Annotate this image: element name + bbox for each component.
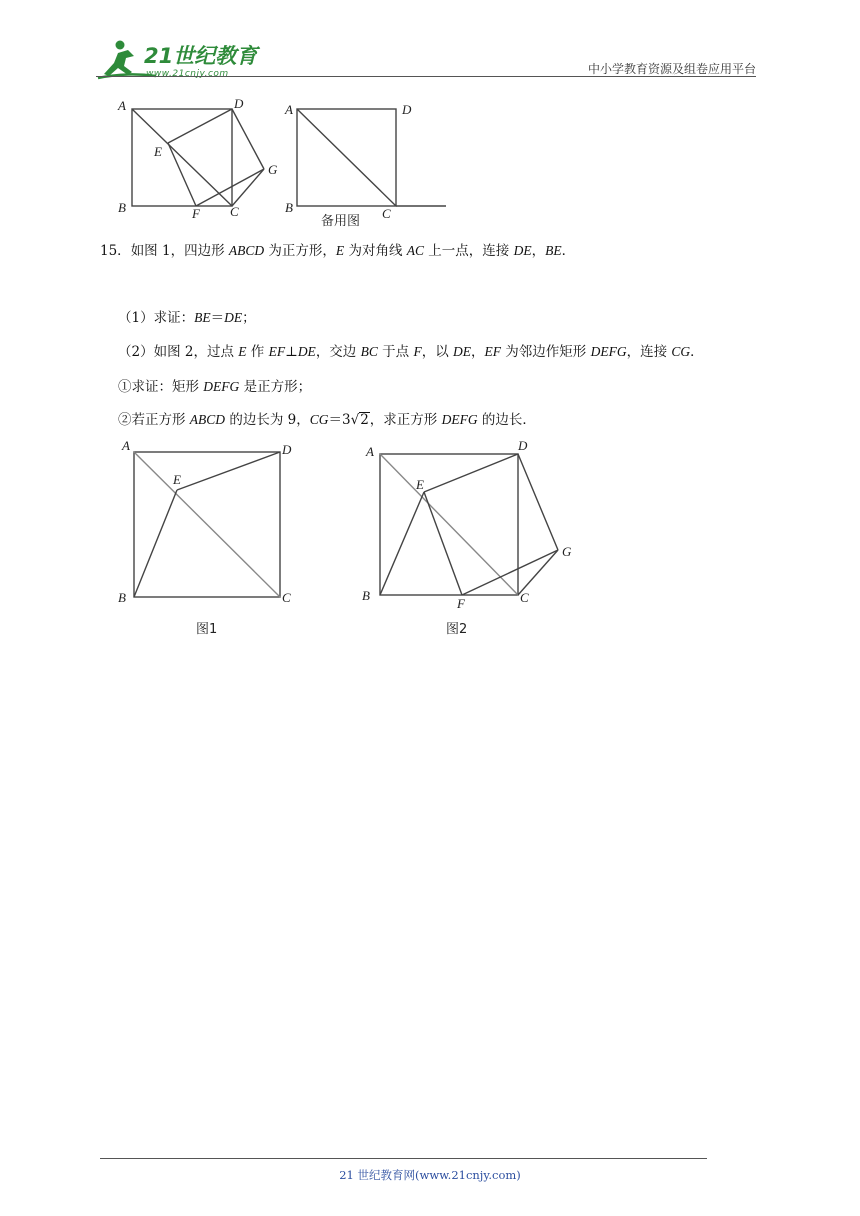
header-divider [96, 76, 756, 77]
fig-b-label-D: D [402, 102, 412, 117]
problem-stem: 15．如图 1，四边形 ABCD 为正方形，E 为对角线 AC 上一点，连接 DE，BE． [100, 243, 576, 259]
fig2-label-F: F [457, 596, 465, 611]
logo-text: 21世纪教育 [144, 44, 258, 68]
fig-b-label-B: B [285, 200, 293, 215]
fig1-label-E: E [173, 472, 181, 487]
fig-a-label-E: E [154, 144, 162, 159]
footer-link[interactable]: 21 世纪教育网(www.21cnjy.com) [339, 1168, 521, 1182]
fig1-label-D: D [282, 442, 292, 457]
fig-a-label-C: C [230, 204, 239, 219]
footer-divider [100, 1158, 707, 1159]
fig2-caption: 图2 [446, 622, 468, 637]
part-2: （2）如图 2，过点 E 作 EF⊥DE，交边 BC 于点 F，以 DE，EF 为邻边作矩形 DEFG，连接 CG． [118, 344, 704, 360]
sub-question-1: ①求证：矩形 DEFG 是正方形； [118, 379, 312, 395]
fig1-label-C: C [282, 590, 291, 605]
fig-a-label-G: G [268, 162, 278, 177]
top-figure-spare [284, 96, 454, 232]
figure-2 [358, 432, 588, 642]
fig2-label-G: G [562, 544, 572, 559]
logo-url: www.21cnjy.com [146, 69, 229, 79]
sqrt-sign: √ [350, 412, 360, 428]
top-figure-main [112, 96, 292, 226]
fig2-label-A: A [366, 444, 374, 459]
sub-question-2: ②若正方形 ABCD 的边长为 9，CG＝3√2，求正方形 DEFG 的边长． [118, 412, 536, 428]
fig-b-caption: 备用图 [321, 214, 361, 229]
fig2-label-E: E [416, 477, 424, 492]
fig-a-label-D: D [234, 96, 244, 111]
fig2-label-D: D [518, 438, 528, 453]
fig-b-label-C: C [382, 206, 391, 221]
fig1-label-A: A [122, 438, 130, 453]
figure-1 [112, 432, 312, 642]
site-title: 中小学教育资源及组卷应用平台 [587, 62, 756, 76]
fig-a-label-F: F [192, 206, 200, 221]
fig-a-label-B: B [118, 200, 126, 215]
fig2-label-B: B [362, 588, 370, 603]
fig2-label-C: C [520, 590, 529, 605]
fig-b-label-A: A [285, 102, 293, 117]
fig-a-label-A: A [118, 98, 126, 113]
problem-number: 15． [100, 243, 131, 259]
part-1: （1）求证：BE＝DE； [118, 310, 256, 326]
fig1-label-B: B [118, 590, 126, 605]
fig1-caption: 图1 [196, 622, 218, 637]
